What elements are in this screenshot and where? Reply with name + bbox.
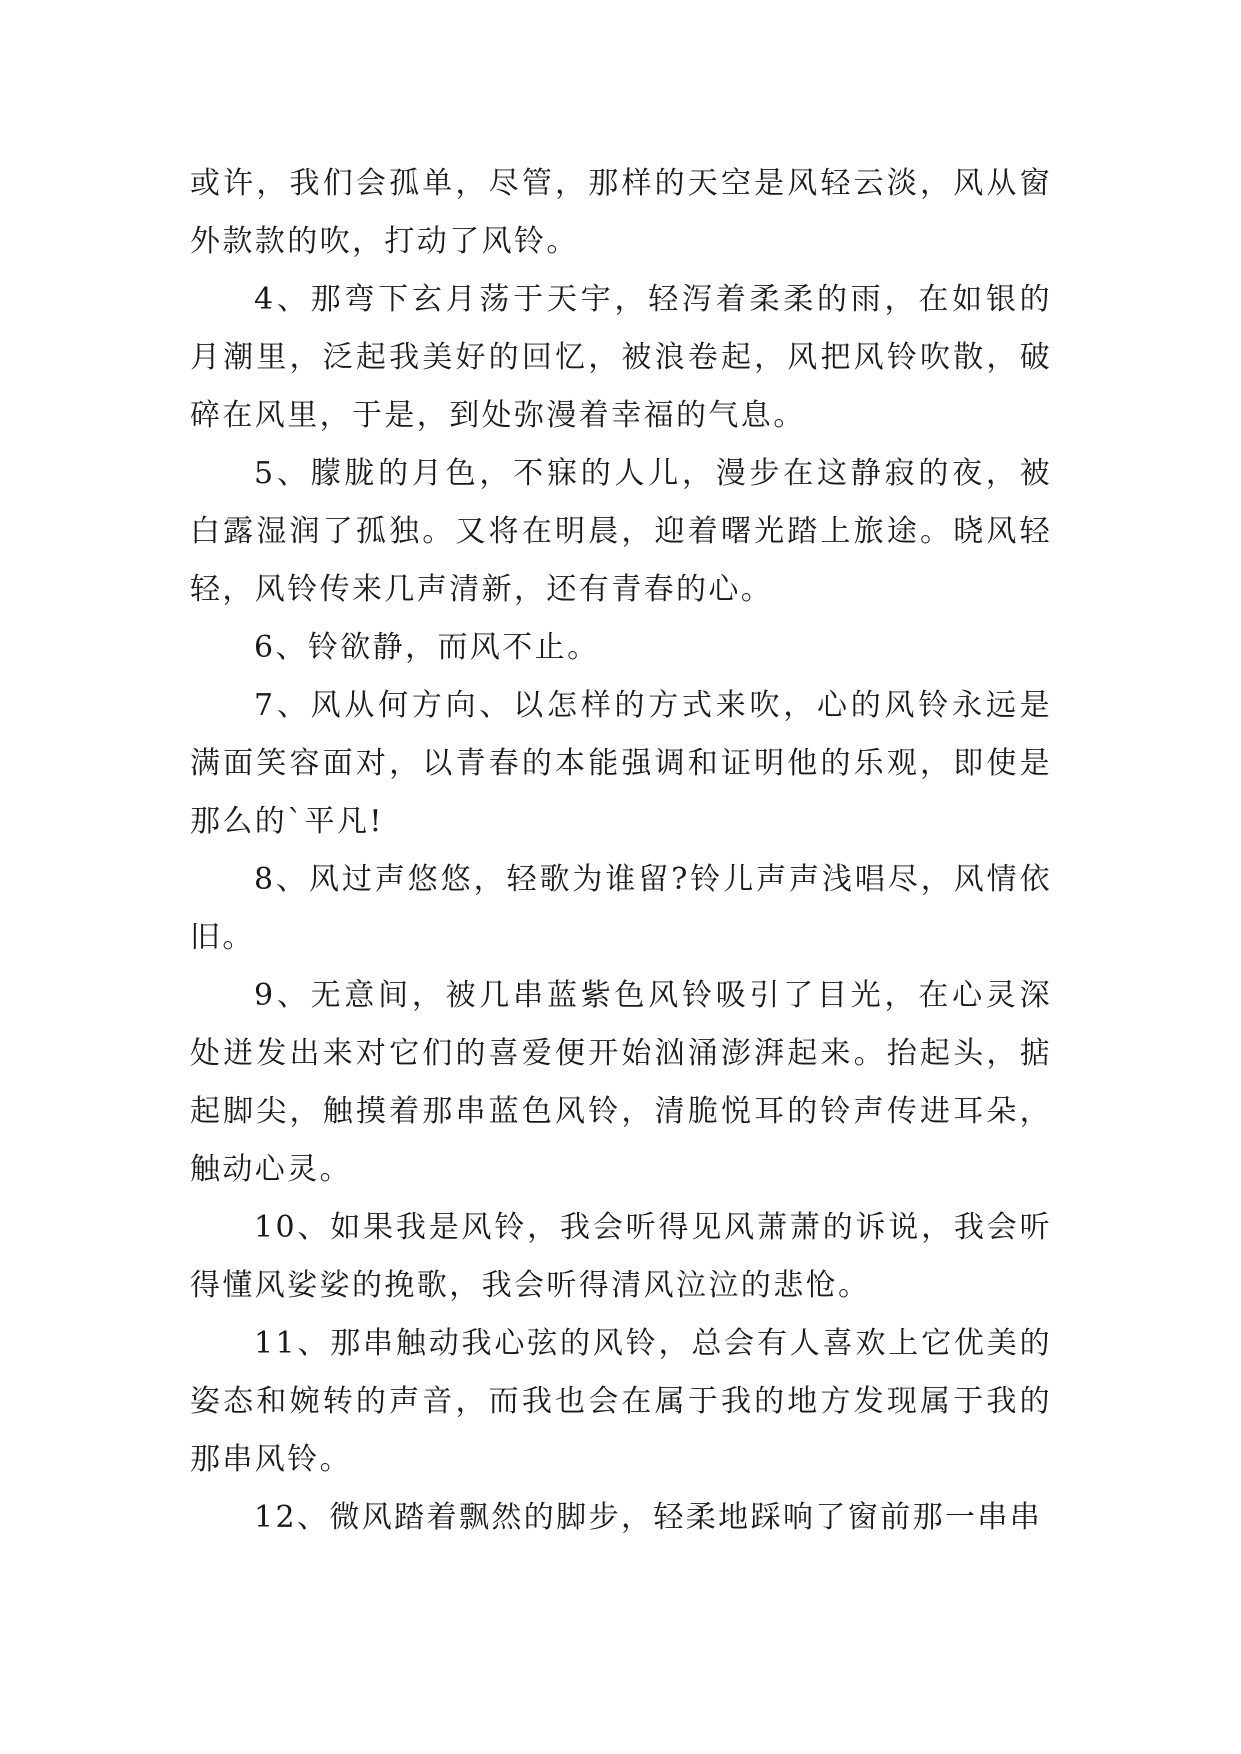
paragraph-8: 8、风过声悠悠，轻歌为谁留?铃儿声声浅唱尽，风情依旧。	[190, 862, 1052, 955]
paragraph-12: 12、微风踏着飘然的脚步，轻柔地踩响了窗前那一串串	[254, 1500, 1043, 1535]
paragraph-11: 11、那串触动我心弦的风铃，总会有人喜欢上它优美的姿态和婉转的声音，而我也会在属于我的地方发现属于我的那串风铃。	[190, 1326, 1052, 1477]
paragraph-4: 4、那弯下玄月荡于天宇，轻泻着柔柔的雨，在如银的月潮里，泛起我美好的回忆，被浪卷起，风把风铃吹散，破碎在风里，于是，到处弥漫着幸福的气息。	[190, 282, 1052, 433]
paragraph-5: 5、朦胧的月色，不寐的人儿，漫步在这静寂的夜，被白露湿润了孤独。又将在明晨，迎着曙光踏上旅途。晓风轻轻，风铃传来几声清新，还有青春的心。	[190, 456, 1052, 607]
document-page	[190, 155, 1052, 1547]
paragraph-9: 9、无意间，被几串蓝紫色风铃吸引了目光，在心灵深处迸发出来对它们的喜爱便开始汹涌澎湃起来。抬起头，掂起脚尖，触摸着那串蓝色风铃，清脆悦耳的铃声传进耳朵，触动心灵。	[190, 978, 1052, 1187]
paragraph-6: 6、铃欲静，而风不止。	[254, 630, 600, 665]
paragraph-continuation: 或许，我们会孤单，尽管，那样的天空是风轻云淡，风从窗外款款的吹，打动了风铃。	[190, 166, 1052, 259]
paragraph-10: 10、如果我是风铃，我会听得见风萧萧的诉说，我会听得懂风娑娑的挽歌，我会听得清风泣泣的悲怆。	[190, 1210, 1052, 1303]
paragraph-7: 7、风从何方向、以怎样的方式来吹，心的风铃永远是满面笑容面对，以青春的本能强调和证明他的乐观，即使是那么的`平凡!	[190, 688, 1052, 839]
